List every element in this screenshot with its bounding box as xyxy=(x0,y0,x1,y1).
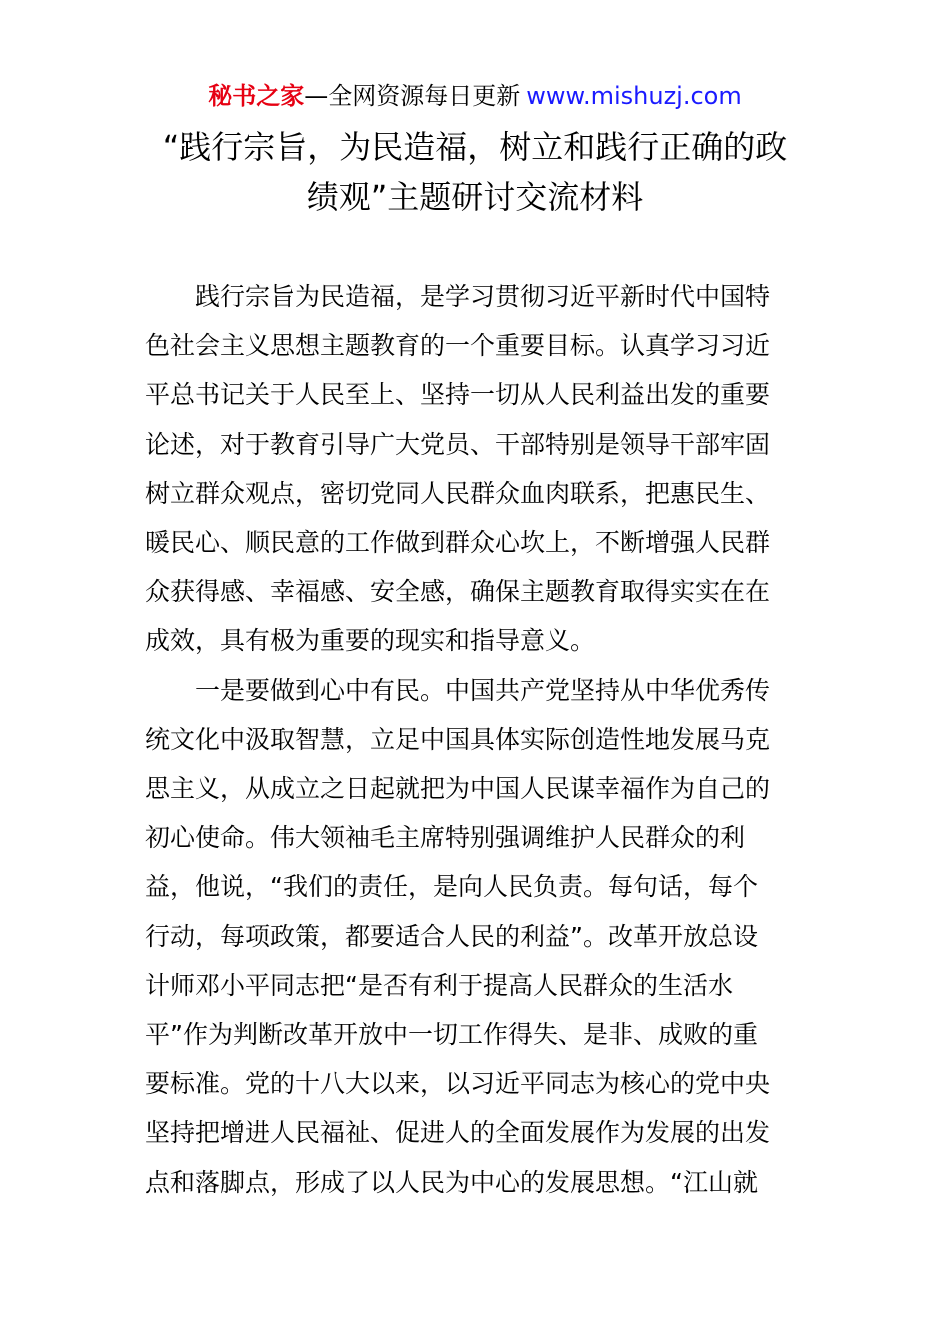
text-line: 平”作为判断改革开放中一切工作得失、是非、成败的重 xyxy=(145,1020,758,1050)
text-line: 一是要做到心中有民。中国共产党坚持从中华优秀传 xyxy=(145,675,771,705)
text-line: 思主义，从成立之日起就把为中国人民谋幸福作为自己的 xyxy=(145,774,771,804)
text-line: 成效，具有极为重要的现实和指导意义。 xyxy=(145,626,596,656)
text-line: 要标准。党的十八大以来，以习近平同志为核心的党中央 xyxy=(145,1069,771,1099)
text-line: 众获得感、幸福感、安全感，确保主题教育取得实实在在 xyxy=(145,577,771,607)
text-line: 践行宗旨为民造福，是学习贯彻习近平新时代中国特 xyxy=(145,282,771,311)
title-line: 绩观”主题研讨交流材料 xyxy=(306,178,644,216)
text-line: 暖民心、顺民意的工作做到群众心坎上，不断增强人民群 xyxy=(145,528,771,558)
text-line: 行动，每项政策，都要适合人民的利益”。改革开放总设 xyxy=(145,921,758,951)
text-line: 点和落脚点，形成了以人民为中心的发展思想。“江山就 xyxy=(145,1167,758,1197)
title-line: “践行宗旨，为民造福，树立和践行正确的政 xyxy=(162,128,788,166)
document-title xyxy=(100,122,850,222)
document-body xyxy=(145,272,815,1207)
text-line: 初心使命。伟大领袖毛主席特别强调维护人民群众的利 xyxy=(145,823,746,853)
text-line: 平总书记关于人民至上、坚持一切从人民利益出发的重要 xyxy=(145,380,771,410)
text-line: 色社会主义思想主题教育的一个重要目标。认真学习习近 xyxy=(145,331,771,361)
text-line: 论述，对于教育引导广大党员、干部特别是领导干部牢固 xyxy=(145,429,771,459)
site-header xyxy=(0,80,950,112)
paragraph-point-one xyxy=(145,666,815,1207)
site-url[interactable]: www.mishuzj.com xyxy=(526,82,742,110)
text-line: 树立群众观点，密切党同人民群众血肉联系，把惠民生、 xyxy=(145,478,771,508)
text-line: 统文化中汲取智慧，立足中国具体实际创造性地发展马克 xyxy=(145,724,771,754)
text-line: 坚持把增进人民福祉、促进人的全面发展作为发展的出发 xyxy=(145,1118,771,1148)
text-line: 计师邓小平同志把“是否有利于提高人民群众的生活水 xyxy=(145,970,733,1000)
paragraph-intro xyxy=(145,272,815,666)
text-line: 益，他说，“我们的责任，是向人民负责。每句话，每个 xyxy=(145,872,758,902)
brand-name: 秘书之家 xyxy=(208,82,305,110)
header-tagline: —全网资源每日更新 xyxy=(304,82,521,110)
